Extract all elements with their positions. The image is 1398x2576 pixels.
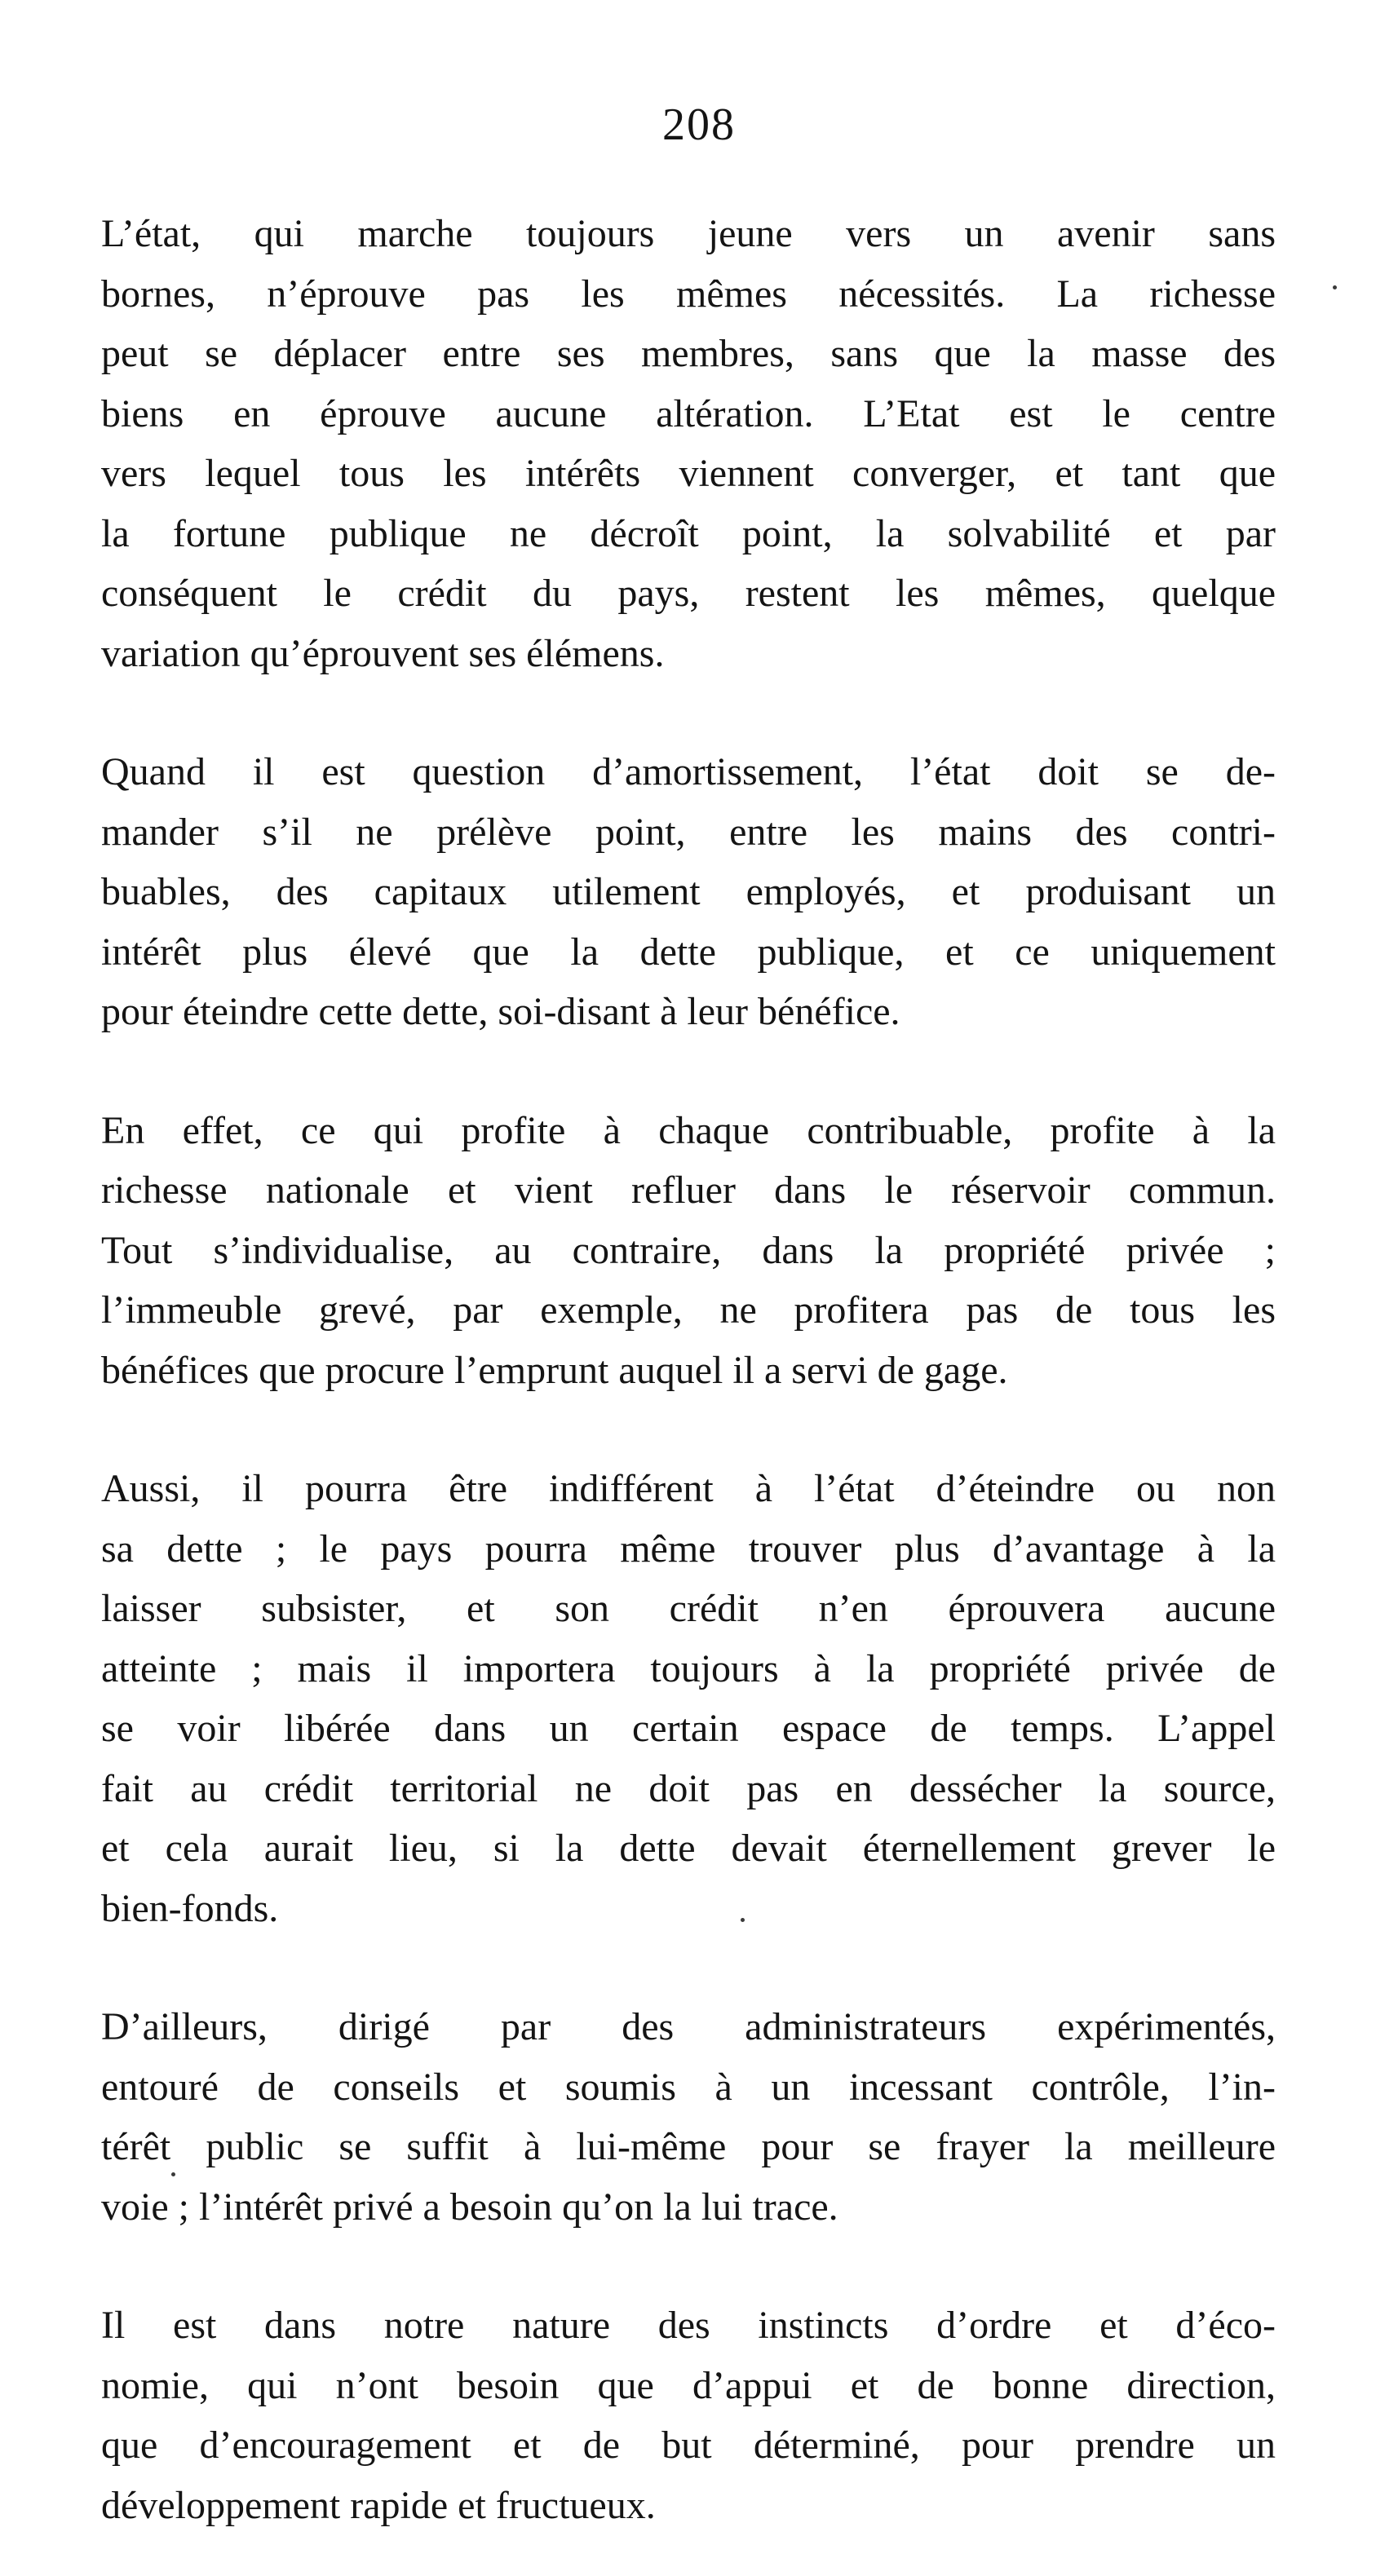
paragraph: [101, 1459, 1276, 1938]
text-line: laisser subsister, et son crédit n’en éprouvera aucune: [101, 1587, 1276, 1630]
text-line: Il est dans notre nature des instincts d’ordre et d’éco-: [101, 2304, 1276, 2347]
paragraph: [101, 742, 1276, 1042]
text-line: richesse nationale et vient refluer dans le réservoir commun.: [101, 1169, 1276, 1212]
text-line: bornes, n’éprouve pas les mêmes nécessités. La richesse: [101, 272, 1276, 316]
text-line: térêt public se suffit à lui-même pour se frayer la meilleure: [101, 2125, 1276, 2168]
text-line: biens en éprouve aucune altération. L’Etat est le centre: [101, 391, 1276, 435]
text-line: sa dette ; le pays pourra même trouver plus d’avantage à la: [101, 1527, 1276, 1571]
page-body: [101, 204, 1276, 2535]
text-line: nomie, qui n’ont besoin que d’appui et de bonne direction,: [101, 2363, 1276, 2407]
text-line: développement rapide et fructueux.: [101, 2483, 656, 2527]
paragraph: [101, 204, 1276, 683]
ink-speck: [741, 1918, 745, 1922]
text-line: la fortune publique ne décroît point, la solvabilité et par: [101, 511, 1276, 555]
text-line: Quand il est question d’amortissement, l’état doit se de-: [101, 750, 1276, 793]
paragraph: [101, 1101, 1276, 1401]
text-line: peut se déplacer entre ses membres, sans que la masse des: [101, 332, 1276, 375]
text-line: D’ailleurs, dirigé par des administrateurs expérimentés,: [101, 2005, 1276, 2048]
text-line: buables, des capitaux utilement employés, et produisant un: [101, 870, 1276, 913]
text-line: que d’encouragement et de but déterminé, pour prendre un: [101, 2424, 1276, 2467]
text-line: En effet, ce qui profite à chaque contribuable, profite à la: [101, 1108, 1276, 1152]
text-line: et cela aurait lieu, si la dette devait éternellement grever le: [101, 1827, 1276, 1870]
text-line: atteinte ; mais il importera toujours à la propriété privée de: [101, 1646, 1276, 1690]
text-line: se voir libérée dans un certain espace de temps. L’appel: [101, 1707, 1276, 1750]
text-line: intérêt plus élevé que la dette publique, et ce uniquement: [101, 930, 1276, 974]
text-line: bien-fonds.: [101, 1886, 279, 1930]
text-line: entouré de conseils et soumis à un incessant contrôle, l’in-: [101, 2065, 1276, 2109]
text-line: Aussi, il pourra être indifférent à l’état d’éteindre ou non: [101, 1467, 1276, 1510]
ink-speck: [1333, 285, 1337, 289]
page-number: 208: [662, 99, 736, 150]
text-line: pour éteindre cette dette, soi-disant à leur bénéfice.: [101, 990, 900, 1033]
text-line: mander s’il ne prélève point, entre les mains des contri-: [101, 810, 1276, 854]
text-line: bénéfices que procure l’emprunt auquel il a servi de gage.: [101, 1348, 1008, 1392]
text-line: Tout s’individualise, au contraire, dans la propriété privée ;: [101, 1228, 1276, 1272]
ink-speck: [171, 2172, 175, 2176]
text-line: voie ; l’intérêt privé a besoin qu’on la lui trace.: [101, 2185, 838, 2229]
text-line: l’immeuble grevé, par exemple, ne profitera pas de tous les: [101, 1288, 1276, 1332]
paragraph: [101, 2295, 1276, 2535]
text-line: L’état, qui marche toujours jeune vers un avenir sans: [101, 212, 1276, 255]
text-line: conséquent le crédit du pays, restent les mêmes, quelque: [101, 572, 1276, 615]
text-line: vers lequel tous les intérêts viennent converger, et tant que: [101, 452, 1276, 495]
text-line: fait au crédit territorial ne doit pas en dessécher la source,: [101, 1766, 1276, 1810]
paragraph: [101, 1997, 1276, 2237]
text-line: variation qu’éprouvent ses élémens.: [101, 631, 665, 675]
